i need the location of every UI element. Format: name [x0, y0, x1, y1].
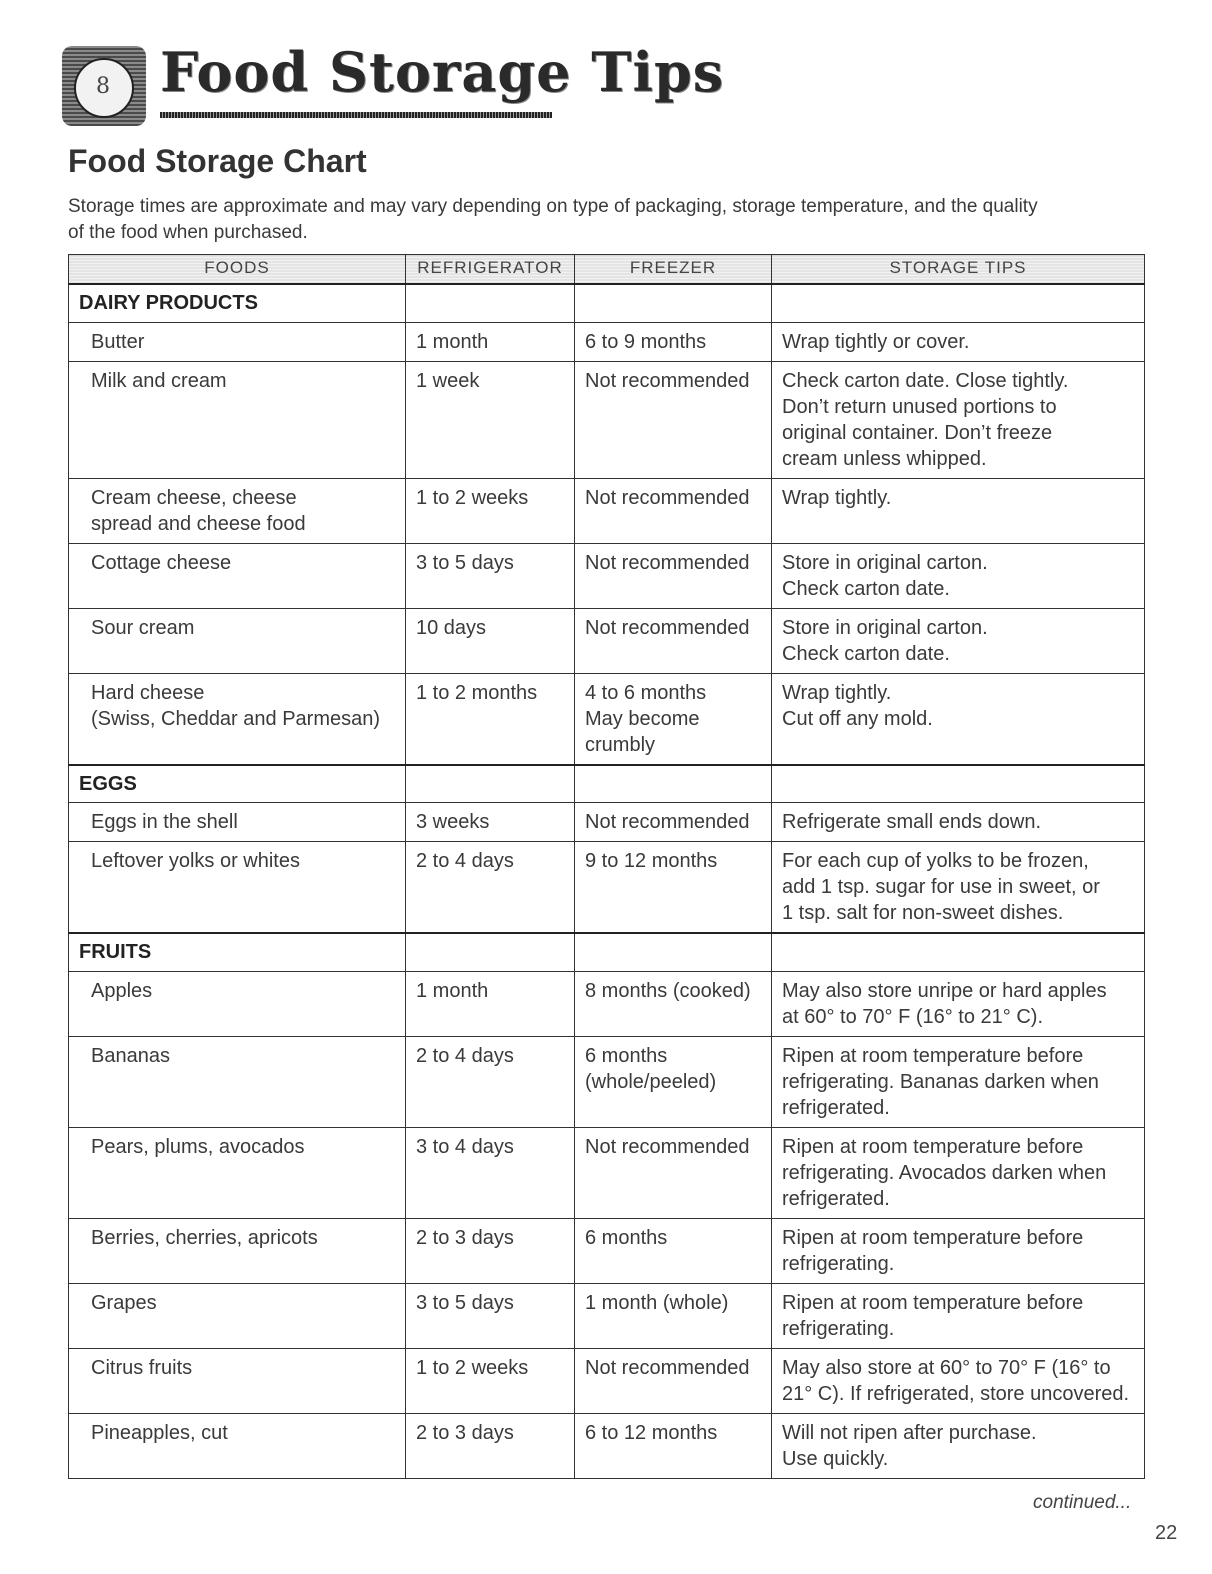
storage-tips-cell-line: Don’t return unused portions to	[782, 395, 1057, 418]
storage-tips-cell	[772, 1036, 1145, 1127]
page-title: Food Storage Tips	[160, 40, 725, 104]
storage-tips-cell-line: Use quickly.	[782, 1447, 889, 1470]
refrigerator-cell	[406, 608, 575, 673]
food-storage-table	[68, 254, 1145, 1479]
empty-cell	[575, 765, 772, 803]
freezer-cell-line: Not recommended	[585, 1356, 750, 1379]
food-cell-line: Eggs in the shell	[91, 811, 238, 833]
food-cell-line: Hard cheese	[91, 681, 205, 704]
table-row	[69, 608, 1145, 673]
refrigerator-cell-line: 3 weeks	[416, 811, 490, 833]
refrigerator-cell-line: 3 to 4 days	[416, 1135, 514, 1158]
refrigerator-cell	[406, 1413, 575, 1478]
table-row	[69, 478, 1145, 543]
storage-tips-cell-line: Wrap tightly.	[782, 681, 892, 704]
freezer-cell-line: 6 to 9 months	[585, 330, 707, 353]
storage-tips-cell-line: May also store unripe or hard apples	[782, 979, 1107, 1002]
refrigerator-cell-line: 10 days	[416, 616, 487, 639]
refrigerator-cell	[406, 1127, 575, 1218]
storage-tips-cell	[772, 478, 1145, 543]
food-cell-line: Berries, cherries, apricots	[91, 1226, 318, 1249]
food-cell-line: Butter	[91, 330, 145, 353]
column-header-storage-tips: STORAGE TIPS	[772, 255, 1145, 285]
freezer-cell	[575, 971, 772, 1036]
food-cell-line: Grapes	[91, 1291, 157, 1314]
freezer-cell	[575, 673, 772, 765]
table-row	[69, 322, 1145, 361]
table-row	[69, 1283, 1145, 1348]
storage-tips-cell-line: Ripen at room temperature before	[782, 1135, 1084, 1158]
refrigerator-cell-line: 1 month	[416, 979, 489, 1002]
storage-tips-cell-line: Check carton date. Close tightly.	[782, 369, 1069, 392]
food-cell	[69, 1283, 406, 1348]
freezer-cell-line: (whole/peeled)	[585, 1070, 717, 1093]
storage-tips-cell	[772, 608, 1145, 673]
freezer-cell	[575, 361, 772, 478]
column-header-foods: FOODS	[69, 255, 406, 285]
storage-tips-cell-line: Ripen at room temperature before	[782, 1226, 1084, 1249]
storage-tips-cell	[772, 1348, 1145, 1413]
food-cell-line: Sour cream	[91, 616, 195, 639]
storage-tips-cell-line: Ripen at room temperature before	[782, 1044, 1084, 1067]
storage-tips-cell-line: at 60° to 70° F (16° to 21° C).	[782, 1005, 1044, 1028]
table-row	[69, 1036, 1145, 1127]
freezer-cell	[575, 1218, 772, 1283]
section-title: Food Storage Chart	[68, 143, 367, 179]
empty-cell	[406, 284, 575, 322]
food-cell	[69, 673, 406, 765]
food-cell	[69, 478, 406, 543]
refrigerator-cell-line: 1 month	[416, 330, 489, 353]
table-row	[69, 543, 1145, 608]
page-header	[62, 40, 725, 126]
column-header-freezer: FREEZER	[575, 255, 772, 285]
freezer-cell	[575, 1348, 772, 1413]
refrigerator-cell	[406, 361, 575, 478]
storage-tips-cell-line: Will not ripen after purchase.	[782, 1421, 1037, 1444]
freezer-cell-line: 8 months (cooked)	[585, 979, 751, 1002]
refrigerator-cell-line: 1 to 2 weeks	[416, 1356, 529, 1379]
freezer-cell	[575, 842, 772, 934]
storage-tips-cell	[772, 322, 1145, 361]
freezer-cell	[575, 608, 772, 673]
storage-tips-cell-line: Refrigerate small ends down.	[782, 811, 1042, 833]
food-cell-line: Cottage cheese	[91, 551, 232, 574]
storage-tips-cell-line: Wrap tightly or cover.	[782, 330, 970, 353]
freezer-cell	[575, 803, 772, 842]
refrigerator-cell	[406, 842, 575, 934]
storage-tips-cell-line: original container. Don’t freeze	[782, 421, 1053, 444]
storage-tips-cell-line: refrigerated.	[782, 1187, 890, 1210]
freezer-cell-line: Not recommended	[585, 551, 750, 574]
continued-note: continued...	[1033, 1492, 1132, 1513]
food-cell-line: Citrus fruits	[91, 1356, 193, 1379]
storage-tips-cell-line: add 1 tsp. sugar for use in sweet, or	[782, 876, 1100, 898]
storage-tips-cell-line: May also store at 60° to 70° F (16° to	[782, 1356, 1111, 1379]
category-row	[69, 284, 1145, 322]
food-cell	[69, 1036, 406, 1127]
freezer-cell	[575, 1127, 772, 1218]
refrigerator-cell	[406, 543, 575, 608]
storage-tips-cell-line: Check carton date.	[782, 577, 950, 600]
freezer-cell-line: May become	[585, 707, 700, 730]
category-row	[69, 765, 1145, 803]
freezer-cell-line: Not recommended	[585, 616, 750, 639]
category-name: FRUITS	[69, 933, 406, 971]
table-row	[69, 673, 1145, 765]
food-cell-line: (Swiss, Cheddar and Parmesan)	[91, 707, 381, 730]
storage-tips-cell-line: refrigerating. Bananas darken when	[782, 1070, 1099, 1093]
storage-tips-cell	[772, 1127, 1145, 1218]
food-cell-line: Bananas	[91, 1044, 170, 1067]
empty-cell	[575, 284, 772, 322]
storage-tips-cell	[772, 1283, 1145, 1348]
table-row	[69, 1348, 1145, 1413]
empty-cell	[772, 765, 1145, 803]
table-row	[69, 1413, 1145, 1478]
food-cell	[69, 803, 406, 842]
table-row	[69, 842, 1145, 934]
category-name: EGGS	[69, 765, 406, 803]
storage-tips-cell	[772, 1218, 1145, 1283]
freezer-cell-line: crumbly	[585, 733, 656, 756]
table-header-row	[69, 255, 1145, 285]
storage-tips-cell	[772, 971, 1145, 1036]
empty-cell	[772, 933, 1145, 971]
storage-tips-cell-line: refrigerating.	[782, 1252, 895, 1275]
intro-paragraph	[68, 194, 1148, 246]
food-cell	[69, 608, 406, 673]
freezer-cell-line: Not recommended	[585, 811, 750, 833]
food-cell	[69, 842, 406, 934]
refrigerator-cell-line: 1 week	[416, 369, 480, 392]
freezer-cell-line: 9 to 12 months	[585, 850, 718, 872]
storage-tips-cell	[772, 361, 1145, 478]
table-row	[69, 361, 1145, 478]
page-number: 22	[1155, 1522, 1178, 1544]
freezer-cell-line: 4 to 6 months	[585, 681, 707, 704]
empty-cell	[406, 933, 575, 971]
storage-tips-cell-line: Check carton date.	[782, 642, 950, 665]
freezer-cell-line: 1 month (whole)	[585, 1291, 729, 1314]
empty-cell	[772, 284, 1145, 322]
column-header-refrigerator: REFRIGERATOR	[406, 255, 575, 285]
freezer-cell-line: Not recommended	[585, 486, 750, 509]
refrigerator-cell	[406, 1218, 575, 1283]
storage-tips-cell-line: 21° C). If refrigerated, store uncovered.	[782, 1382, 1130, 1405]
freezer-cell-line: 6 months	[585, 1226, 668, 1249]
food-cell-line: Milk and cream	[91, 369, 227, 392]
food-cell-line: Apples	[91, 979, 153, 1002]
refrigerator-cell	[406, 322, 575, 361]
freezer-cell-line: Not recommended	[585, 369, 750, 392]
food-cell	[69, 322, 406, 361]
storage-tips-cell	[772, 543, 1145, 608]
refrigerator-cell	[406, 803, 575, 842]
storage-tips-cell	[772, 803, 1145, 842]
lightbulb-icon	[62, 46, 146, 126]
storage-tips-cell-line: refrigerating. Avocados darken when	[782, 1161, 1107, 1184]
storage-tips-cell-line: refrigerating.	[782, 1317, 895, 1340]
table-row	[69, 1127, 1145, 1218]
table-body	[69, 284, 1145, 1478]
storage-tips-cell-line: refrigerated.	[782, 1096, 890, 1119]
category-name: DAIRY PRODUCTS	[69, 284, 406, 322]
storage-tips-cell-line: For each cup of yolks to be frozen,	[782, 850, 1089, 872]
food-cell	[69, 971, 406, 1036]
refrigerator-cell-line: 2 to 4 days	[416, 1044, 514, 1067]
table-row	[69, 1218, 1145, 1283]
food-cell	[69, 1218, 406, 1283]
freezer-cell	[575, 478, 772, 543]
refrigerator-cell	[406, 971, 575, 1036]
category-row	[69, 933, 1145, 971]
refrigerator-cell	[406, 1283, 575, 1348]
storage-tips-cell	[772, 1413, 1145, 1478]
food-cell-line: Leftover yolks or whites	[91, 850, 300, 872]
refrigerator-cell-line: 3 to 5 days	[416, 1291, 514, 1314]
lightbulb-glyph: 8	[74, 58, 134, 118]
food-cell-line: spread and cheese food	[91, 512, 306, 535]
freezer-cell	[575, 1283, 772, 1348]
refrigerator-cell-line: 1 to 2 months	[416, 681, 538, 704]
refrigerator-cell-line: 3 to 5 days	[416, 551, 514, 574]
storage-tips-cell-line: 1 tsp. salt for non-sweet dishes.	[782, 902, 1064, 924]
food-cell	[69, 361, 406, 478]
title-underline	[160, 112, 552, 118]
empty-cell	[575, 933, 772, 971]
empty-cell	[406, 765, 575, 803]
storage-tips-cell-line: Wrap tightly.	[782, 486, 892, 509]
food-cell	[69, 543, 406, 608]
food-cell	[69, 1127, 406, 1218]
storage-tips-cell-line: Store in original carton.	[782, 616, 988, 639]
storage-tips-cell-line: Cut off any mold.	[782, 707, 933, 730]
refrigerator-cell	[406, 1348, 575, 1413]
storage-tips-cell-line: Ripen at room temperature before	[782, 1291, 1084, 1314]
refrigerator-cell-line: 2 to 4 days	[416, 850, 514, 872]
storage-tips-cell-line: cream unless whipped.	[782, 447, 987, 470]
intro-line: of the food when purchased.	[68, 222, 308, 243]
freezer-cell	[575, 1036, 772, 1127]
freezer-cell	[575, 543, 772, 608]
freezer-cell	[575, 322, 772, 361]
freezer-cell-line: Not recommended	[585, 1135, 750, 1158]
storage-tips-cell	[772, 842, 1145, 934]
storage-tips-cell-line: Store in original carton.	[782, 551, 988, 574]
table-row	[69, 803, 1145, 842]
refrigerator-cell-line: 2 to 3 days	[416, 1226, 514, 1249]
food-cell	[69, 1413, 406, 1478]
refrigerator-cell	[406, 673, 575, 765]
refrigerator-cell	[406, 478, 575, 543]
freezer-cell-line: 6 to 12 months	[585, 1421, 718, 1444]
table-row	[69, 971, 1145, 1036]
refrigerator-cell-line: 2 to 3 days	[416, 1421, 514, 1444]
food-cell-line: Pineapples, cut	[91, 1421, 228, 1444]
storage-tips-cell	[772, 673, 1145, 765]
freezer-cell-line: 6 months	[585, 1044, 668, 1067]
intro-line: Storage times are approximate and may vary depending on type of packaging, storage temperature, and the quality	[68, 196, 1038, 217]
food-cell-line: Pears, plums, avocados	[91, 1135, 305, 1158]
refrigerator-cell	[406, 1036, 575, 1127]
refrigerator-cell-line: 1 to 2 weeks	[416, 486, 529, 509]
freezer-cell	[575, 1413, 772, 1478]
food-cell	[69, 1348, 406, 1413]
food-cell-line: Cream cheese, cheese	[91, 486, 297, 509]
